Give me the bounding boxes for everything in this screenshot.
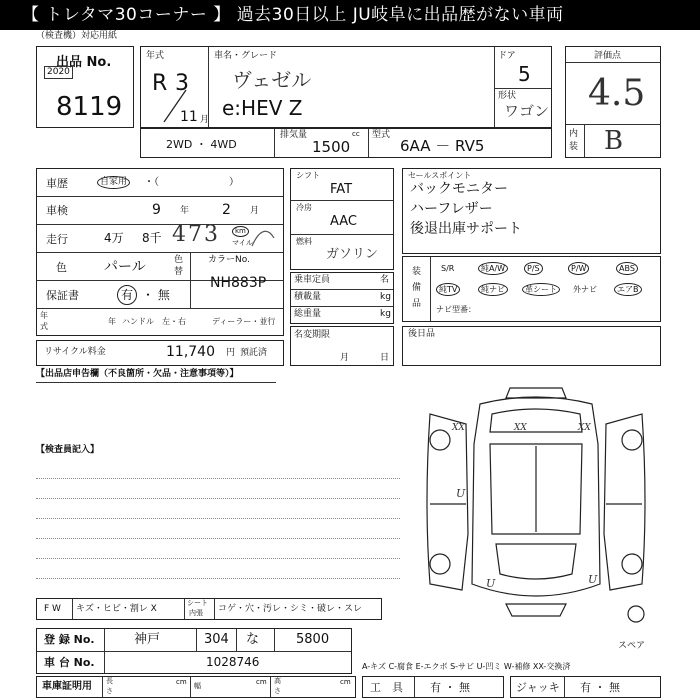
inspection-label: 車検 [46, 204, 68, 217]
capacity-label: 乗車定員 [294, 275, 331, 285]
score-label: 評価点 [594, 51, 622, 61]
history-value: 自家用 [97, 176, 130, 189]
selling-point-1: バックモニター [410, 181, 508, 197]
year-month-unit: 月 [200, 115, 210, 125]
equip-alloy-wheel: 純A/W [478, 262, 508, 275]
plate-number: 5800 [296, 632, 330, 647]
history-label: 車歴 [46, 177, 68, 190]
equip-power-window: P/W [568, 262, 589, 275]
inspection-month-unit: 月 [250, 206, 260, 216]
displacement-unit: cc [352, 130, 360, 138]
year-era: R [152, 71, 168, 96]
warranty-none: ・ 無 [142, 288, 170, 302]
equipment-label-1: 装 [412, 267, 422, 277]
gross-unit: kg [380, 309, 391, 319]
load-label: 積載量 [294, 292, 322, 302]
fuel-label: 燃料 [296, 237, 312, 246]
interior-label-1: 内 [569, 129, 579, 139]
cert-height-1: 高 [274, 677, 281, 685]
cert-width-unit: cm [256, 678, 267, 686]
mileage-mile: マイル [232, 239, 253, 247]
modified-dealer: ディーラー・並行 [212, 317, 276, 326]
selling-point-3: 後退出庫サポート [410, 221, 522, 237]
cert-height-unit: cm [340, 678, 351, 686]
cert-length-2: さ [106, 687, 113, 695]
displacement-value: 1500 [312, 138, 351, 156]
displacement-label: 排気量 [280, 130, 308, 140]
registration-day-label: 後日品 [408, 329, 436, 339]
lot-year-tag: 2020 [44, 66, 73, 79]
color-code-value: NH883P [210, 275, 267, 291]
recycle-note: 預託済 [240, 348, 268, 358]
jack-label: ジャッキ [516, 681, 560, 694]
load-unit: kg [380, 292, 391, 302]
plate-label: 登 録 No. [44, 633, 95, 646]
equip-leather-seat: 革シート [522, 283, 560, 296]
cert-length-unit: cm [176, 678, 187, 686]
warranty-label: 保証書 [46, 289, 79, 302]
recycle-label: リサイクル料金 [44, 347, 106, 357]
garage-cert-label: 車庫証明用 [42, 681, 92, 692]
equip-abs: ABS [616, 262, 638, 275]
diagram-mark-xx-1: XX [452, 423, 465, 433]
equip-navi: 純ナビ [478, 283, 508, 296]
fw-seat-2: 内張 [189, 609, 203, 617]
inspection-year-unit: 年 [180, 206, 190, 216]
doors-value: 5 [518, 62, 531, 86]
color-repaint-1: 色 [174, 255, 184, 265]
cert-length-1: 長 [106, 677, 113, 685]
drive-value: 2WD ・ 4WD [166, 138, 237, 151]
name-change-day: 日 [380, 353, 390, 363]
form-subtitle: （検査機）対応用紙 [36, 31, 118, 41]
mileage-handwritten: 473 [172, 222, 220, 247]
year-label: 年式 [146, 51, 165, 61]
recycle-unit: 円 [226, 348, 236, 358]
mileage-km: km [232, 226, 249, 237]
gross-label: 総重量 [294, 309, 322, 319]
jack-value: 有 ・ 無 [580, 681, 620, 694]
diagram-mark-u-2: U [486, 577, 496, 590]
inspector-label: 【検査員記入】 [36, 445, 100, 455]
equip-airbag: エアB [614, 283, 642, 296]
shift-label: シフト [296, 171, 320, 180]
chassis-value: 1028746 [206, 655, 260, 669]
diagram-spare-label: スペア [618, 641, 646, 651]
color-code-label: カラーNo. [208, 255, 250, 265]
model-type-label: 型式 [372, 130, 391, 140]
fuel-value: ガソリン [326, 247, 379, 262]
warranty-has: 有 [121, 288, 134, 302]
car-damage-diagram [410, 384, 662, 624]
equip-external-navi: 外ナビ [573, 285, 597, 294]
cert-height-2: さ [274, 687, 281, 695]
plate-class: 304 [204, 632, 229, 647]
diagram-mark-u-3: U [588, 573, 598, 586]
model-name: ヴェゼル [232, 68, 312, 92]
modified-label-1: 年 [40, 311, 48, 320]
inspection-year: 9 [152, 202, 161, 218]
fw-seat-items: コゲ・穴・汚レ・シミ・破レ・スレ [218, 604, 363, 614]
page-header: 【 トレタマ30コーナー 】 過去30日以上 JU岐阜に出品歴がない車両 [0, 0, 700, 30]
shape-value: ワゴン [504, 102, 550, 120]
selling-points-label: セールスポイント [408, 171, 472, 180]
shift-value: FAT [330, 182, 353, 197]
damage-legend: A-キズ C-腐食 E-エクボ S-サビ U-凹ミ W-補修 XX-交換済 [362, 662, 571, 671]
diagram-mark-u-1: U [456, 487, 466, 500]
cert-width-1: 幅 [194, 682, 201, 690]
mileage-scribble [250, 226, 280, 250]
modified-year-unit: 年 [108, 317, 116, 326]
grade-name: e:HEV Z [222, 96, 303, 120]
interior-value: B [604, 126, 624, 156]
mileage-man: 4万 [104, 231, 124, 245]
equip-sunroof: S/R [441, 264, 455, 273]
aircon-value: AAC [330, 214, 357, 229]
equip-navi-model: ナビ型番： [436, 305, 476, 314]
equipment-label-3: 品 [412, 299, 422, 309]
registration-day-box [402, 326, 661, 366]
modified-handle: ハンドル 左・右 [122, 317, 186, 326]
year-month: 11 [180, 109, 198, 125]
diagram-mark-xx-3: XX [578, 423, 591, 433]
color-value: パール [104, 259, 146, 275]
score-value: 4.5 [588, 73, 646, 114]
name-change-label: 名変期限 [294, 330, 331, 340]
interior-label-2: 装 [569, 142, 579, 152]
tools-label: 工 具 [370, 681, 403, 694]
name-change-month: 月 [340, 353, 350, 363]
lot-number: 8119 [56, 92, 123, 122]
fw-items: キズ・ヒビ・割レ X [76, 604, 157, 614]
mileage-label: 走行 [46, 233, 68, 246]
plate-kana: な [246, 632, 260, 647]
fw-seat-1: シート [187, 599, 208, 607]
capacity-unit: 名 [380, 275, 390, 285]
inspection-month: 2 [222, 202, 231, 218]
tools-value: 有 ・ 無 [430, 681, 470, 694]
recycle-value: 11,740 [166, 344, 215, 360]
fw-label: F W [44, 604, 61, 614]
chassis-label: 車 台 No. [44, 656, 95, 669]
aircon-label: 冷房 [296, 203, 312, 212]
modified-label-2: 式 [40, 322, 48, 331]
equip-power-steering: P/S [524, 262, 543, 275]
shape-label: 形状 [498, 91, 517, 101]
mileage-sen: 8千 [142, 231, 162, 245]
year-value: 3 [175, 71, 189, 96]
equip-tv: 純TV [436, 283, 460, 296]
seller-notes-label: 【出品店申告欄（不良箇所・欠品・注意事項等）】 [36, 369, 239, 379]
lot-label: 出品 No. [56, 55, 112, 70]
name-label: 車名・グレード [214, 51, 278, 61]
history-rest: ・（ ） [144, 177, 239, 188]
model-type-value: 6AA － RV5 [400, 137, 485, 155]
diagram-mark-xx-2: XX [514, 423, 527, 433]
color-repaint-2: 替 [174, 267, 184, 277]
color-label: 色 [56, 261, 67, 274]
selling-point-2: ハーフレザー [410, 201, 493, 217]
plate-region: 神戸 [134, 632, 161, 647]
doors-label: ドア [498, 51, 516, 61]
equipment-label-2: 備 [412, 283, 422, 293]
